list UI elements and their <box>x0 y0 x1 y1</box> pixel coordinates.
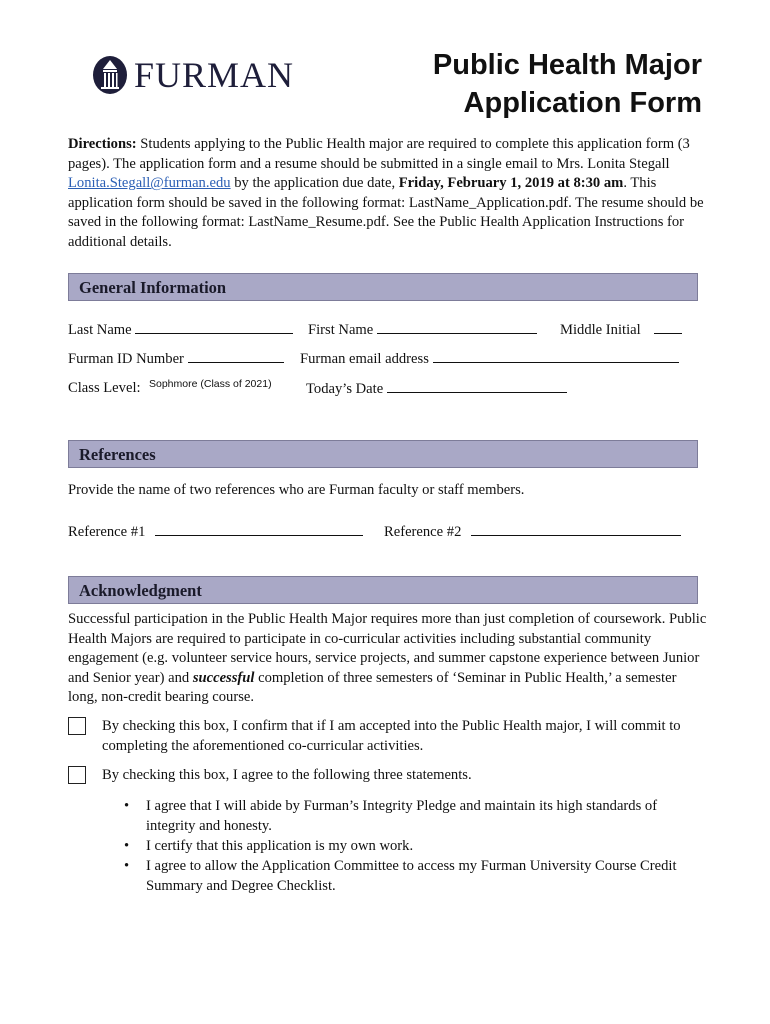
statement-text: I agree to allow the Application Committee to access my Furman University Course Credit Summary and Degree Checklist. <box>146 858 677 894</box>
todays-date-label: Today’s Date <box>306 381 384 397</box>
reference-2-row <box>384 521 681 542</box>
class-level-value[interactable]: Sophmore (Class of 2021) <box>149 378 272 390</box>
reference-1-field[interactable] <box>155 521 363 536</box>
directions-text-1: Students applying to the Public Health major are required to complete this application form (3 pages). The application form and a resume should be submitted in a single email to Mrs. Lonita Stegall <box>68 136 690 172</box>
first-name-label: First Name <box>308 322 374 338</box>
directions-text-3: . This application form should be saved in the following format: LastName_Application.pdf. The resume should be saved in the following format: LastName_Resume.pdf. See the Public Health Application Instructions for additional details. <box>68 175 704 250</box>
class-level-row <box>68 378 141 398</box>
furman-email-field[interactable] <box>433 348 679 363</box>
commit-checkbox-text: By checking this box, I confirm that if I am accepted into the Public Health major, I will commit to completing the aforementioned co-curricular activities. <box>102 718 681 754</box>
commit-checkbox[interactable] <box>68 717 86 735</box>
title-line-1: Public Health Major <box>432 49 702 81</box>
bullet-icon: • <box>124 858 130 874</box>
last-name-row <box>68 319 293 340</box>
list-item <box>108 796 708 836</box>
contact-email-link[interactable]: Lonita.Stegall@furman.edu <box>68 175 231 192</box>
acknowledgment-text-2: completion of three semesters of ‘Seminar in Public Health,’ a semester long, non-credit bearing course. <box>68 669 677 706</box>
directions-paragraph <box>68 135 708 253</box>
class-level-label: Class Level: <box>68 380 141 396</box>
furman-id-field[interactable] <box>188 348 284 363</box>
acknowledgment-header <box>68 576 698 604</box>
list-item <box>108 836 708 856</box>
furman-logo <box>92 52 332 98</box>
directions-text-2: by the application due date, <box>230 175 399 192</box>
logo-wordmark: FURMAN <box>134 55 295 95</box>
statements-list <box>108 796 708 896</box>
list-item <box>108 856 708 896</box>
first-name-row <box>308 319 537 340</box>
agree-checkbox[interactable] <box>68 766 86 784</box>
reference-2-label: Reference #2 <box>384 524 462 540</box>
furman-id-label: Furman ID Number <box>68 351 184 367</box>
last-name-field[interactable] <box>135 319 293 334</box>
title-line-2: Application Form <box>463 87 702 119</box>
reference-1-row <box>68 521 363 542</box>
statement-text: I agree that I will abide by Furman’s Integrity Pledge and maintain its high standards of integrity and honesty. <box>146 798 658 834</box>
middle-initial-field[interactable] <box>654 319 682 334</box>
general-information-header <box>68 273 698 301</box>
due-date: Friday, February 1, 2019 at 8:30 am <box>398 175 624 192</box>
bullet-icon: • <box>124 838 130 854</box>
references-heading: References <box>79 445 156 464</box>
statement-text: I certify that this application is my own work. <box>146 838 414 854</box>
general-information-heading: General Information <box>79 278 227 297</box>
acknowledgment-paragraph <box>68 610 708 708</box>
acknowledgment-text-1: Successful participation in the Public Health Major requires more than just completion of coursework. Public Health Majors are required to participate in co-curricular activities including substantial community engagement (e.g. volunteer service hours, service projects, and summer capstone experience between Junior and Senior year) and <box>68 611 707 686</box>
agree-checkbox-text: By checking this box, I agree to the following three statements. <box>102 767 472 783</box>
last-name-label: Last Name <box>68 322 132 338</box>
todays-date-row <box>306 378 567 399</box>
reference-2-field[interactable] <box>471 521 681 536</box>
furman-email-row <box>300 348 679 369</box>
directions-label: Directions: <box>68 136 137 152</box>
page-title <box>433 46 702 122</box>
furman-email-label: Furman email address <box>300 351 429 367</box>
middle-initial-label: Middle Initial <box>560 322 641 338</box>
references-header <box>68 440 698 468</box>
middle-initial-row <box>560 319 682 340</box>
acknowledgment-heading: Acknowledgment <box>79 581 202 600</box>
first-name-field[interactable] <box>377 319 537 334</box>
reference-1-label: Reference #1 <box>68 524 146 540</box>
bullet-icon: • <box>124 798 130 814</box>
furman-id-row <box>68 348 284 369</box>
acknowledgment-emphasis: successful <box>192 669 255 686</box>
todays-date-field[interactable] <box>387 378 567 393</box>
bell-tower-icon <box>92 55 128 95</box>
references-instruction: Provide the name of two references who are Furman faculty or staff members. <box>68 482 525 498</box>
